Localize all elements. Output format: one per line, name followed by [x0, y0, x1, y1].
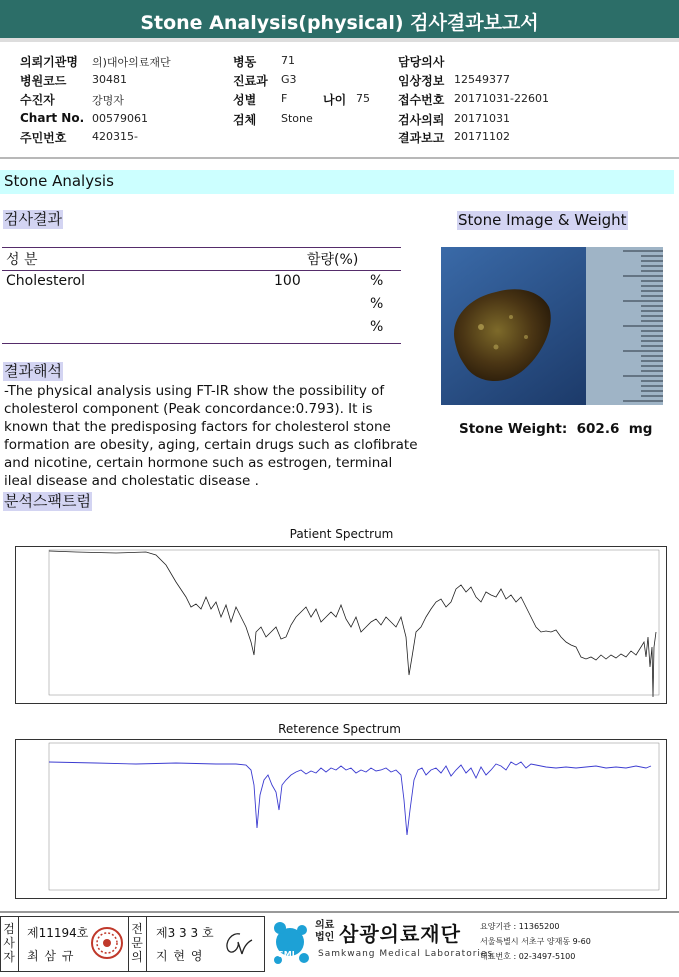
table-header-amount: 함량(%) — [307, 252, 359, 268]
org-phone: 대표번호 : 02-3497-5100 — [480, 952, 576, 961]
image-heading: Stone Image & Weight — [458, 211, 627, 229]
header-value: F — [281, 92, 288, 105]
org-english: Samkwang Medical Laboratories — [318, 949, 494, 959]
org-name: 삼광의료재단 — [339, 922, 461, 946]
inspector-name: 최 삼 규 — [27, 949, 75, 963]
result-heading: 검사결과 — [4, 210, 62, 228]
header-info — [0, 0, 679, 157]
header-label: 검사의뢰 — [398, 113, 445, 127]
section-stone-analysis: Stone Analysis — [0, 170, 674, 194]
footer — [0, 916, 679, 974]
reference-spectrum-title: Reterence Spectrum — [278, 722, 401, 736]
age-label: 나이 — [323, 93, 347, 107]
header-value: 20171102 — [454, 130, 510, 143]
table-cell-amount: 100 — [274, 273, 301, 289]
sml-logo-icon — [268, 918, 314, 973]
header-label: 의뢰기관명 — [20, 55, 78, 69]
header-value: 20171031-22601 — [454, 92, 549, 105]
table-cell-unit: % — [370, 296, 384, 312]
svg-text:SML: SML — [278, 950, 297, 959]
header-value: 420315- — [92, 130, 138, 143]
specialist-label: 전 문 의 — [131, 922, 143, 964]
header-label: Chart No. — [20, 111, 85, 125]
header-label: 진료과 — [233, 74, 268, 88]
table-cell-unit: % — [370, 273, 384, 289]
header-value: 30481 — [92, 73, 127, 86]
patient-spectrum-plot — [15, 546, 667, 704]
specialist-license: 제3 3 3 호 — [156, 926, 214, 940]
header-label: 접수번호 — [398, 93, 445, 107]
interpretation-heading: 결과해석 — [4, 362, 62, 380]
header-label: 결과보고 — [398, 131, 445, 145]
header-label: 담당의사 — [398, 55, 445, 69]
header-value: 12549377 — [454, 73, 510, 86]
inspector-seal — [90, 926, 124, 963]
table-rule-bottom — [2, 343, 401, 344]
signature-divider — [146, 916, 147, 972]
table-rule-mid — [2, 270, 401, 271]
header-value: G3 — [281, 73, 297, 86]
table-rule-top — [2, 247, 401, 248]
header-value: 20171031 — [454, 112, 510, 125]
age-value: 75 — [356, 92, 370, 105]
header-divider — [0, 157, 679, 159]
org-type: 의료 법인 — [315, 920, 335, 943]
header-label: 병원코드 — [20, 74, 67, 88]
org-code: 요양기관 : 11365200 — [480, 922, 560, 931]
signature-divider — [128, 916, 129, 972]
report-title: Stone Analysis(physical) 검사결과보고서 — [0, 0, 679, 42]
spectrum-heading: 분석스팩트럼 — [4, 492, 91, 510]
specialist-signature — [220, 928, 256, 961]
stone-weight: Stone Weight: 602.6 mg — [459, 421, 653, 437]
header-label: 임상정보 — [398, 74, 445, 88]
header-value: Stone — [281, 112, 313, 125]
table-header-component: 성 분 — [6, 252, 38, 268]
header-label: 수진자 — [20, 93, 55, 107]
inspector-label: 검 사 자 — [3, 922, 15, 964]
table-cell-component: Cholesterol — [6, 273, 86, 289]
header-value: 강명자 — [92, 94, 124, 107]
header-value: 의)대아의료재단 — [92, 56, 171, 69]
header-value: 71 — [281, 54, 295, 67]
signature-divider — [18, 916, 19, 972]
reference-spectrum-plot — [15, 739, 667, 899]
header-label: 병동 — [233, 55, 257, 69]
table-cell-unit: % — [370, 319, 384, 335]
stone-photo — [441, 247, 663, 405]
specialist-name: 지 현 영 — [156, 949, 204, 963]
inspector-license: 제11194호 — [27, 926, 89, 940]
header-value: 00579061 — [92, 112, 148, 125]
org-address: 서울특별시 서초구 양재동 9-60 — [480, 937, 591, 946]
patient-spectrum-title: Patient Spectrum — [289, 527, 394, 541]
header-label: 검체 — [233, 113, 257, 127]
header-label: 성별 — [233, 93, 257, 107]
interpretation-text: -The physical analysis using FT-IR show the possibility of cholesterol component (Peak concordance:0.793). It is known that the predisposing factors for cholesterol stone formation are obesity, aging, certain drugs such as clofibrate and nicotine, certain hormone such as estrogen, terminal ileal disease and cholestatic disease . — [4, 383, 418, 489]
footer-divider — [0, 911, 679, 913]
header-label: 주민번호 — [20, 131, 67, 145]
